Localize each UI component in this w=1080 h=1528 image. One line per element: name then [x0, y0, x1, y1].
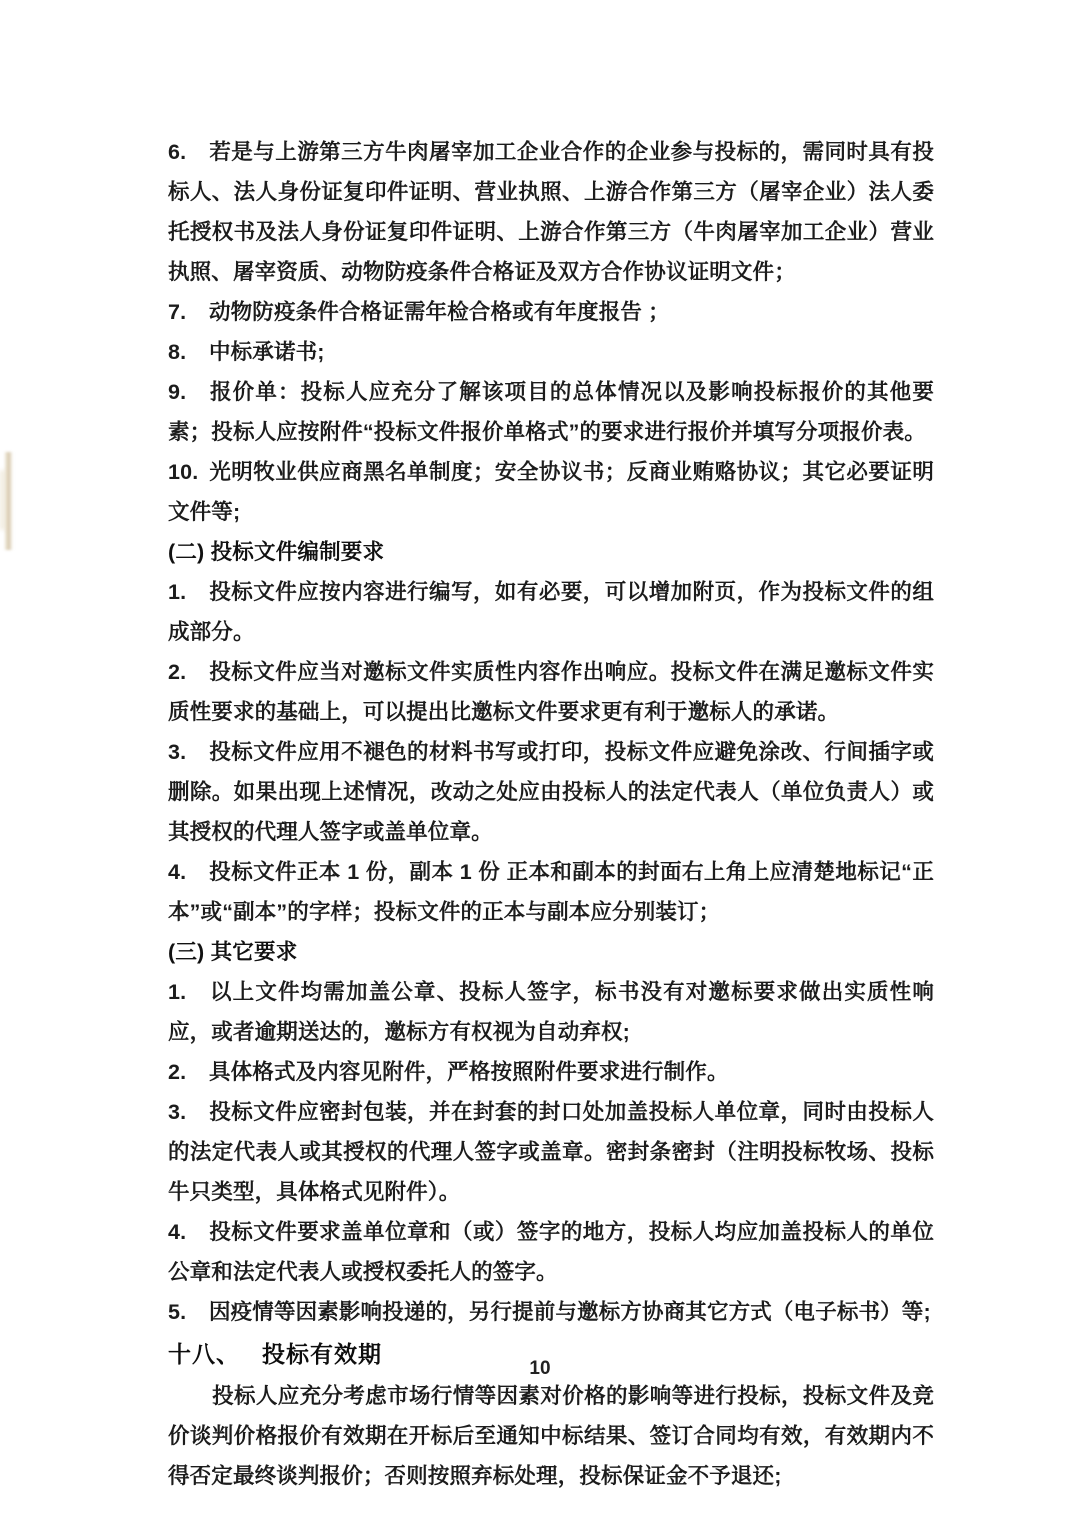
list-item	[168, 332, 934, 372]
list-item	[168, 732, 934, 852]
document-body	[168, 132, 934, 1496]
list-item	[168, 132, 934, 292]
list-item-number: 6.	[168, 140, 187, 164]
chapter-heading-text: 投标有效期	[262, 1341, 382, 1367]
list-item	[168, 572, 934, 652]
list-item-number: 5.	[168, 1300, 187, 1324]
list-item-text: 投标文件应按内容进行编写，如有必要，可以增加附页，作为投标文件的组成部分。	[168, 580, 934, 644]
list-item-text: 投标文件应密封包装，并在封套的封口处加盖投标人单位章，同时由投标人的法定代表人或其授权的代理人签字或盖章。密封条密封（注明投标牧场、投标牛只类型，具体格式见附件）。	[168, 1100, 934, 1204]
body-paragraph: 投标人应充分考虑市场行情等因素对价格的影响等进行投标，投标文件及竞价谈判价格报价有效期在开标后至通知中标结果、签订合同均有效，有效期内不得否定最终谈判报价；否则按照弃标处理，投标保证金不予退还;	[168, 1384, 934, 1488]
scan-artifact-edge	[0, 470, 5, 530]
list-item-text: 动物防疫条件合格证需年检合格或有年度报告 ；	[209, 300, 670, 324]
list-item	[168, 1052, 934, 1092]
list-item-number: 3.	[168, 740, 187, 764]
list-item-number: 4.	[168, 1220, 187, 1244]
section-heading-two: (二) 投标文件编制要求	[168, 540, 385, 564]
list-item-number: 4.	[168, 860, 187, 884]
list-item-text: 投标文件要求盖单位章和（或）签字的地方，投标人均应加盖投标人的单位公章和法定代表人或授权委托人的签字。	[168, 1220, 934, 1284]
list-item	[168, 452, 934, 532]
list-item-number: 9.	[168, 380, 187, 404]
list-item-number: 8.	[168, 340, 187, 364]
list-item	[168, 972, 934, 1052]
list-item-text: 以上文件均需加盖公章、投标人签字，标书没有对邀标要求做出实质性响应，或者逾期送达的，邀标方有权视为自动弃权;	[168, 980, 934, 1044]
list-item-number: 2.	[168, 660, 187, 684]
list-item-text: 中标承诺书;	[209, 340, 325, 364]
list-item	[168, 852, 934, 932]
list-item-number: 10.	[168, 460, 199, 484]
chapter-heading-number: 十八、	[168, 1341, 240, 1367]
list-item-number: 1.	[168, 580, 187, 604]
list-item-text: 投标文件应当对邀标文件实质性内容作出响应。投标文件在满足邀标文件实质性要求的基础上，可以提出比邀标文件要求更有利于邀标人的承诺。	[168, 660, 934, 724]
list-item-text: 若是与上游第三方牛肉屠宰加工企业合作的企业参与投标的，需同时具有投标人、法人身份证复印件证明、营业执照、上游合作第三方（屠宰企业）法人委托授权书及法人身份证复印件证明、上游合作第三方（牛肉屠宰加工企业）营业执照、屠宰资质、动物防疫条件合格证及双方合作协议证明文件；	[168, 140, 934, 284]
list-item	[168, 372, 934, 452]
list-item-text: 具体格式及内容见附件，严格按照附件要求进行制作。	[209, 1060, 729, 1084]
list-item-number: 7.	[168, 300, 187, 324]
list-item-text: 光明牧业供应商黑名单制度；安全协议书；反商业贿赂协议；其它必要证明文件等;	[168, 460, 934, 524]
list-item-text: 投标文件应用不褪色的材料书写或打印，投标文件应避免涂改、行间插字或删除。如果出现上述情况，改动之处应由投标人的法定代表人（单位负责人）或其授权的代理人签字或盖单位章。	[168, 740, 934, 844]
list-item	[168, 652, 934, 732]
scan-artifact-streak	[4, 452, 13, 550]
list-item	[168, 1292, 934, 1332]
list-item	[168, 1212, 934, 1292]
list-item	[168, 292, 934, 332]
page-number: 10	[529, 1358, 551, 1379]
list-item-number: 3.	[168, 1100, 187, 1124]
list-item-text: 因疫情等因素影响投递的，另行提前与邀标方协商其它方式（电子标书）等;	[209, 1300, 931, 1324]
list-item-text: 投标文件正本 1 份，副本 1 份 正本和副本的封面右上角上应清楚地标记“正本”或“副本”的字样；投标文件的正本与副本应分别装订；	[168, 860, 934, 924]
section-heading-three: (三) 其它要求	[168, 940, 298, 964]
list-item-number: 2.	[168, 1060, 187, 1084]
list-item-number: 1.	[168, 980, 187, 1004]
list-item-text: 报价单：投标人应充分了解该项目的总体情况以及影响投标报价的其他要素；投标人应按附件“投标文件报价单格式”的要求进行报价并填写分项报价表。	[168, 380, 934, 444]
list-item	[168, 1092, 934, 1212]
